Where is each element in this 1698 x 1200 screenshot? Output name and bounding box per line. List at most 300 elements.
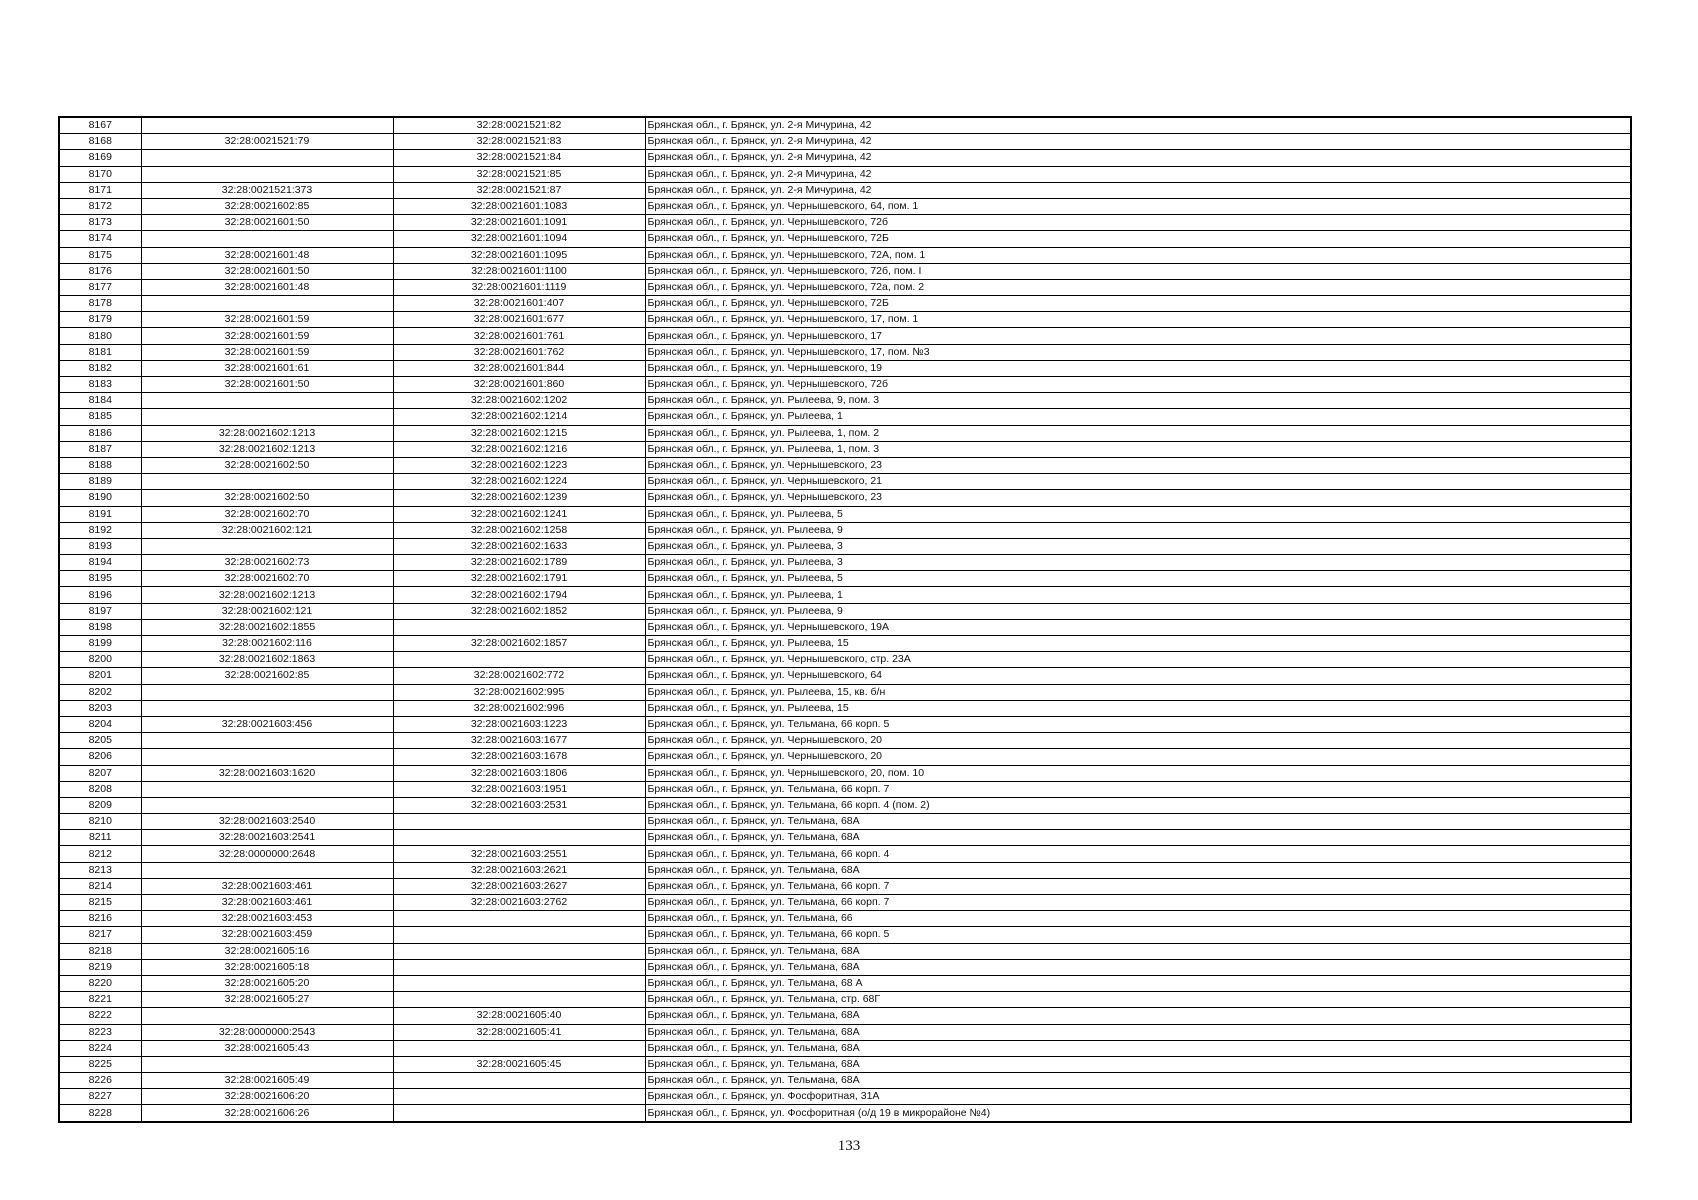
row-number-cell: 8218 xyxy=(59,943,141,959)
address-cell: Брянская обл., г. Брянск, ул. Рылеева, 15, кв. б/н xyxy=(645,684,1631,700)
address-cell: Брянская обл., г. Брянск, ул. Чернышевского, 72Б xyxy=(645,296,1631,312)
row-number-cell: 8175 xyxy=(59,247,141,263)
row-number-cell: 8167 xyxy=(59,117,141,134)
table-row xyxy=(59,555,1631,571)
cadastral-number-parcel-cell: 32:28:0021521:373 xyxy=(141,182,393,198)
table-row xyxy=(59,1105,1631,1122)
cadastral-number-parcel-cell: 32:28:0021605:20 xyxy=(141,975,393,991)
cadastral-number-parcel-cell: 32:28:0000000:2648 xyxy=(141,846,393,862)
row-number-cell: 8214 xyxy=(59,878,141,894)
row-number-cell: 8220 xyxy=(59,975,141,991)
table-row xyxy=(59,846,1631,862)
row-number-cell: 8215 xyxy=(59,895,141,911)
cadastral-number-object-cell: 32:28:0021602:1239 xyxy=(393,490,645,506)
row-number-cell: 8211 xyxy=(59,830,141,846)
cadastral-number-parcel-cell xyxy=(141,393,393,409)
cadastral-number-parcel-cell xyxy=(141,1008,393,1024)
row-number-cell: 8224 xyxy=(59,1040,141,1056)
cadastral-number-object-cell: 32:28:0021601:761 xyxy=(393,328,645,344)
row-number-cell: 8178 xyxy=(59,296,141,312)
cadastral-number-parcel-cell: 32:28:0021601:48 xyxy=(141,247,393,263)
cadastral-number-object-cell: 32:28:0021601:1094 xyxy=(393,231,645,247)
cadastral-number-parcel-cell: 32:28:0021602:85 xyxy=(141,668,393,684)
cadastral-number-parcel-cell: 32:28:0021601:59 xyxy=(141,312,393,328)
table-row xyxy=(59,814,1631,830)
cadastral-number-object-cell: 32:28:0021601:762 xyxy=(393,344,645,360)
row-number-cell: 8171 xyxy=(59,182,141,198)
table-row xyxy=(59,684,1631,700)
row-number-cell: 8228 xyxy=(59,1105,141,1122)
cadastral-number-parcel-cell: 32:28:0021606:26 xyxy=(141,1105,393,1122)
address-cell: Брянская обл., г. Брянск, ул. Тельмана, 68А xyxy=(645,830,1631,846)
row-number-cell: 8210 xyxy=(59,814,141,830)
cadastral-number-parcel-cell xyxy=(141,862,393,878)
row-number-cell: 8172 xyxy=(59,198,141,214)
cadastral-number-object-cell: 32:28:0021601:1100 xyxy=(393,263,645,279)
address-cell: Брянская обл., г. Брянск, ул. Чернышевского, 72а, пом. 2 xyxy=(645,279,1631,295)
cadastral-number-object-cell xyxy=(393,975,645,991)
row-number-cell: 8208 xyxy=(59,781,141,797)
row-number-cell: 8192 xyxy=(59,522,141,538)
cadastral-number-object-cell: 32:28:0021602:1794 xyxy=(393,587,645,603)
cadastral-number-object-cell xyxy=(393,1040,645,1056)
cadastral-number-parcel-cell: 32:28:0021601:61 xyxy=(141,360,393,376)
address-cell: Брянская обл., г. Брянск, ул. Тельмана, 68А xyxy=(645,1073,1631,1089)
row-number-cell: 8225 xyxy=(59,1056,141,1072)
table-row xyxy=(59,377,1631,393)
table-row xyxy=(59,360,1631,376)
cadastral-number-parcel-cell: 32:28:0021602:1213 xyxy=(141,425,393,441)
address-cell: Брянская обл., г. Брянск, ул. Тельмана, 66 корп. 7 xyxy=(645,878,1631,894)
table-row xyxy=(59,344,1631,360)
row-number-cell: 8185 xyxy=(59,409,141,425)
table-row xyxy=(59,927,1631,943)
page-number: 133 xyxy=(837,1138,861,1154)
cadastral-number-object-cell xyxy=(393,652,645,668)
address-cell: Брянская обл., г. Брянск, ул. Чернышевского, 20 xyxy=(645,749,1631,765)
row-number-cell: 8182 xyxy=(59,360,141,376)
table-row xyxy=(59,700,1631,716)
cadastral-number-parcel-cell xyxy=(141,749,393,765)
cadastral-number-object-cell: 32:28:0021601:1091 xyxy=(393,215,645,231)
cadastral-number-parcel-cell xyxy=(141,474,393,490)
table-row xyxy=(59,166,1631,182)
cadastral-number-object-cell: 32:28:0021603:2621 xyxy=(393,862,645,878)
cadastral-number-parcel-cell xyxy=(141,1056,393,1072)
cadastral-number-parcel-cell xyxy=(141,166,393,182)
table-row xyxy=(59,668,1631,684)
cadastral-number-parcel-cell: 32:28:0021602:50 xyxy=(141,490,393,506)
row-number-cell: 8204 xyxy=(59,716,141,732)
row-number-cell: 8170 xyxy=(59,166,141,182)
row-number-cell: 8183 xyxy=(59,377,141,393)
row-number-cell: 8206 xyxy=(59,749,141,765)
address-cell: Брянская обл., г. Брянск, ул. Чернышевского, 72А, пом. 1 xyxy=(645,247,1631,263)
cadastral-number-object-cell: 32:28:0021602:772 xyxy=(393,668,645,684)
address-cell: Брянская обл., г. Брянск, ул. Чернышевского, 72б, пом. I xyxy=(645,263,1631,279)
cadastral-number-object-cell xyxy=(393,1089,645,1105)
cadastral-number-parcel-cell xyxy=(141,409,393,425)
address-cell: Брянская обл., г. Брянск, ул. Чернышевского, 17, пом. №3 xyxy=(645,344,1631,360)
cadastral-number-object-cell: 32:28:0021601:1119 xyxy=(393,279,645,295)
address-cell: Брянская обл., г. Брянск, ул. 2-я Мичурина, 42 xyxy=(645,134,1631,150)
row-number-cell: 8207 xyxy=(59,765,141,781)
cadastral-number-object-cell: 32:28:0021602:1789 xyxy=(393,555,645,571)
row-number-cell: 8216 xyxy=(59,911,141,927)
cadastral-number-parcel-cell: 32:28:0021602:73 xyxy=(141,555,393,571)
cadastral-number-object-cell: 32:28:0021521:82 xyxy=(393,117,645,134)
cadastral-number-object-cell: 32:28:0021601:844 xyxy=(393,360,645,376)
cadastral-number-parcel-cell: 32:28:0021601:50 xyxy=(141,263,393,279)
cadastral-number-object-cell: 32:28:0021603:2531 xyxy=(393,797,645,813)
cadastral-number-object-cell: 32:28:0021602:1224 xyxy=(393,474,645,490)
cadastral-number-parcel-cell: 32:28:0021602:50 xyxy=(141,457,393,473)
cadastral-number-parcel-cell: 32:28:0021603:2540 xyxy=(141,814,393,830)
row-number-cell: 8213 xyxy=(59,862,141,878)
address-cell: Брянская обл., г. Брянск, ул. Тельмана, 66 корп. 5 xyxy=(645,716,1631,732)
cadastral-number-object-cell: 32:28:0021602:1791 xyxy=(393,571,645,587)
row-number-cell: 8176 xyxy=(59,263,141,279)
row-number-cell: 8173 xyxy=(59,215,141,231)
table-row xyxy=(59,1008,1631,1024)
cadastral-number-parcel-cell: 32:28:0021603:459 xyxy=(141,927,393,943)
cadastral-number-parcel-cell: 32:28:0021601:59 xyxy=(141,344,393,360)
cadastral-number-object-cell: 32:28:0021521:83 xyxy=(393,134,645,150)
row-number-cell: 8201 xyxy=(59,668,141,684)
cadastral-number-parcel-cell: 32:28:0021602:85 xyxy=(141,198,393,214)
cadastral-number-object-cell: 32:28:0021603:1677 xyxy=(393,733,645,749)
cadastral-number-parcel-cell: 32:28:0021605:43 xyxy=(141,1040,393,1056)
cadastral-number-parcel-cell: 32:28:0021601:59 xyxy=(141,328,393,344)
registry-table-body xyxy=(59,117,1631,1122)
table-row xyxy=(59,231,1631,247)
cadastral-number-parcel-cell: 32:28:0021605:16 xyxy=(141,943,393,959)
cadastral-number-object-cell: 32:28:0021605:45 xyxy=(393,1056,645,1072)
cadastral-number-object-cell: 32:28:0021603:1951 xyxy=(393,781,645,797)
address-cell: Брянская обл., г. Брянск, ул. Рылеева, 9 xyxy=(645,522,1631,538)
row-number-cell: 8223 xyxy=(59,1024,141,1040)
table-row xyxy=(59,1056,1631,1072)
table-row xyxy=(59,603,1631,619)
row-number-cell: 8197 xyxy=(59,603,141,619)
address-cell: Брянская обл., г. Брянск, ул. Чернышевского, 21 xyxy=(645,474,1631,490)
row-number-cell: 8227 xyxy=(59,1089,141,1105)
table-row xyxy=(59,911,1631,927)
cadastral-number-parcel-cell: 32:28:0021603:1620 xyxy=(141,765,393,781)
table-row xyxy=(59,393,1631,409)
table-row xyxy=(59,797,1631,813)
row-number-cell: 8189 xyxy=(59,474,141,490)
row-number-cell: 8181 xyxy=(59,344,141,360)
row-number-cell: 8196 xyxy=(59,587,141,603)
cadastral-number-object-cell: 32:28:0021603:1806 xyxy=(393,765,645,781)
table-row xyxy=(59,441,1631,457)
table-row xyxy=(59,895,1631,911)
row-number-cell: 8184 xyxy=(59,393,141,409)
row-number-cell: 8180 xyxy=(59,328,141,344)
table-row xyxy=(59,279,1631,295)
table-row xyxy=(59,652,1631,668)
table-row xyxy=(59,781,1631,797)
cadastral-number-parcel-cell xyxy=(141,117,393,134)
cadastral-number-parcel-cell: 32:28:0021605:18 xyxy=(141,959,393,975)
cadastral-number-object-cell xyxy=(393,959,645,975)
table-row xyxy=(59,425,1631,441)
cadastral-number-object-cell xyxy=(393,814,645,830)
cadastral-number-parcel-cell: 32:28:0021605:27 xyxy=(141,992,393,1008)
row-number-cell: 8221 xyxy=(59,992,141,1008)
row-number-cell: 8200 xyxy=(59,652,141,668)
cadastral-number-object-cell: 32:28:0021602:1214 xyxy=(393,409,645,425)
row-number-cell: 8205 xyxy=(59,733,141,749)
cadastral-number-parcel-cell xyxy=(141,781,393,797)
cadastral-number-object-cell xyxy=(393,1105,645,1122)
cadastral-number-parcel-cell: 32:28:0021602:1863 xyxy=(141,652,393,668)
row-number-cell: 8212 xyxy=(59,846,141,862)
table-row xyxy=(59,749,1631,765)
table-row xyxy=(59,975,1631,991)
cadastral-number-parcel-cell: 32:28:0021602:70 xyxy=(141,571,393,587)
cadastral-number-object-cell: 32:28:0021602:1241 xyxy=(393,506,645,522)
row-number-cell: 8222 xyxy=(59,1008,141,1024)
cadastral-number-object-cell: 32:28:0021601:1083 xyxy=(393,198,645,214)
row-number-cell: 8217 xyxy=(59,927,141,943)
address-cell: Брянская обл., г. Брянск, ул. Рылеева, 15 xyxy=(645,636,1631,652)
cadastral-number-parcel-cell xyxy=(141,150,393,166)
row-number-cell: 8187 xyxy=(59,441,141,457)
cadastral-number-parcel-cell: 32:28:0021602:121 xyxy=(141,522,393,538)
row-number-cell: 8226 xyxy=(59,1073,141,1089)
address-cell: Брянская обл., г. Брянск, ул. Тельмана, 68А xyxy=(645,959,1631,975)
row-number-cell: 8179 xyxy=(59,312,141,328)
table-row xyxy=(59,328,1631,344)
cadastral-number-object-cell: 32:28:0021601:860 xyxy=(393,377,645,393)
cadastral-number-object-cell: 32:28:0021521:84 xyxy=(393,150,645,166)
address-cell: Брянская обл., г. Брянск, ул. Рылеева, 3 xyxy=(645,555,1631,571)
address-cell: Брянская обл., г. Брянск, ул. Чернышевского, 64, пом. 1 xyxy=(645,198,1631,214)
cadastral-number-object-cell: 32:28:0021601:407 xyxy=(393,296,645,312)
address-cell: Брянская обл., г. Брянск, ул. Чернышевского, 72б xyxy=(645,377,1631,393)
table-row xyxy=(59,587,1631,603)
cadastral-number-object-cell: 32:28:0021602:1223 xyxy=(393,457,645,473)
cadastral-number-object-cell: 32:28:0021603:1678 xyxy=(393,749,645,765)
address-cell: Брянская обл., г. Брянск, ул. Тельмана, 68А xyxy=(645,943,1631,959)
table-row xyxy=(59,150,1631,166)
address-cell: Брянская обл., г. Брянск, ул. Тельмана, 66 корп. 4 (пом. 2) xyxy=(645,797,1631,813)
cadastral-number-parcel-cell: 32:28:0021602:1213 xyxy=(141,441,393,457)
table-row xyxy=(59,571,1631,587)
table-row xyxy=(59,182,1631,198)
address-cell: Брянская обл., г. Брянск, ул. 2-я Мичурина, 42 xyxy=(645,150,1631,166)
table-row xyxy=(59,474,1631,490)
address-cell: Брянская обл., г. Брянск, ул. Фосфоритная (о/д 19 в микрорайоне №4) xyxy=(645,1105,1631,1122)
address-cell: Брянская обл., г. Брянск, ул. Тельмана, стр. 68Г xyxy=(645,992,1631,1008)
address-cell: Брянская обл., г. Брянск, ул. Чернышевского, 17 xyxy=(645,328,1631,344)
cadastral-number-parcel-cell: 32:28:0021602:116 xyxy=(141,636,393,652)
cadastral-number-parcel-cell xyxy=(141,231,393,247)
address-cell: Брянская обл., г. Брянск, ул. Тельмана, 68А xyxy=(645,1040,1631,1056)
address-cell: Брянская обл., г. Брянск, ул. Рылеева, 1 xyxy=(645,409,1631,425)
cadastral-number-parcel-cell xyxy=(141,538,393,554)
row-number-cell: 8198 xyxy=(59,619,141,635)
address-cell: Брянская обл., г. Брянск, ул. Тельмана, 68А xyxy=(645,862,1631,878)
address-cell: Брянская обл., г. Брянск, ул. Фосфоритная, 31А xyxy=(645,1089,1631,1105)
cadastral-number-parcel-cell: 32:28:0021601:50 xyxy=(141,377,393,393)
address-cell: Брянская обл., г. Брянск, ул. Рылеева, 5 xyxy=(645,571,1631,587)
cadastral-number-parcel-cell: 32:28:0021605:49 xyxy=(141,1073,393,1089)
table-row xyxy=(59,215,1631,231)
address-cell: Брянская обл., г. Брянск, ул. Рылеева, 3 xyxy=(645,538,1631,554)
row-number-cell: 8194 xyxy=(59,555,141,571)
row-number-cell: 8169 xyxy=(59,150,141,166)
cadastral-number-object-cell: 32:28:0021602:1258 xyxy=(393,522,645,538)
cadastral-number-object-cell: 32:28:0021602:1857 xyxy=(393,636,645,652)
address-cell: Брянская обл., г. Брянск, ул. Чернышевского, 20 xyxy=(645,733,1631,749)
cadastral-number-object-cell: 32:28:0021521:87 xyxy=(393,182,645,198)
cadastral-number-parcel-cell: 32:28:0021521:79 xyxy=(141,134,393,150)
cadastral-number-object-cell xyxy=(393,992,645,1008)
cadastral-number-object-cell xyxy=(393,911,645,927)
row-number-cell: 8188 xyxy=(59,457,141,473)
table-row xyxy=(59,296,1631,312)
cadastral-number-object-cell: 32:28:0021602:1202 xyxy=(393,393,645,409)
address-cell: Брянская обл., г. Брянск, ул. Чернышевского, 72Б xyxy=(645,231,1631,247)
cadastral-number-parcel-cell xyxy=(141,797,393,813)
address-cell: Брянская обл., г. Брянск, ул. 2-я Мичурина, 42 xyxy=(645,166,1631,182)
cadastral-number-parcel-cell: 32:28:0021602:121 xyxy=(141,603,393,619)
row-number-cell: 8191 xyxy=(59,506,141,522)
cadastral-number-object-cell: 32:28:0021602:1852 xyxy=(393,603,645,619)
cadastral-number-object-cell xyxy=(393,619,645,635)
address-cell: Брянская обл., г. Брянск, ул. Тельмана, 66 корп. 7 xyxy=(645,895,1631,911)
cadastral-number-object-cell: 32:28:0021603:1223 xyxy=(393,716,645,732)
address-cell: Брянская обл., г. Брянск, ул. Рылеева, 5 xyxy=(645,506,1631,522)
table-row xyxy=(59,959,1631,975)
table-row xyxy=(59,765,1631,781)
row-number-cell: 8168 xyxy=(59,134,141,150)
row-number-cell: 8195 xyxy=(59,571,141,587)
table-row xyxy=(59,878,1631,894)
address-cell: Брянская обл., г. Брянск, ул. Чернышевского, 17, пом. 1 xyxy=(645,312,1631,328)
table-row xyxy=(59,247,1631,263)
cadastral-number-object-cell xyxy=(393,943,645,959)
cadastral-number-object-cell: 32:28:0021601:677 xyxy=(393,312,645,328)
table-row xyxy=(59,198,1631,214)
cadastral-number-parcel-cell xyxy=(141,684,393,700)
cadastral-number-object-cell: 32:28:0021602:1215 xyxy=(393,425,645,441)
cadastral-number-parcel-cell: 32:28:0000000:2543 xyxy=(141,1024,393,1040)
row-number-cell: 8219 xyxy=(59,959,141,975)
cadastral-number-parcel-cell xyxy=(141,700,393,716)
table-row xyxy=(59,733,1631,749)
address-cell: Брянская обл., г. Брянск, ул. Тельмана, 66 корп. 7 xyxy=(645,781,1631,797)
address-cell: Брянская обл., г. Брянск, ул. 2-я Мичурина, 42 xyxy=(645,117,1631,134)
table-row xyxy=(59,992,1631,1008)
table-row xyxy=(59,716,1631,732)
registry-table xyxy=(58,116,1632,1123)
cadastral-number-parcel-cell: 32:28:0021601:50 xyxy=(141,215,393,231)
row-number-cell: 8199 xyxy=(59,636,141,652)
row-number-cell: 8186 xyxy=(59,425,141,441)
cadastral-number-parcel-cell: 32:28:0021603:461 xyxy=(141,895,393,911)
cadastral-number-parcel-cell xyxy=(141,733,393,749)
address-cell: Брянская обл., г. Брянск, ул. Рылеева, 9, пом. 3 xyxy=(645,393,1631,409)
address-cell: Брянская обл., г. Брянск, ул. Рылеева, 1 xyxy=(645,587,1631,603)
table-row xyxy=(59,457,1631,473)
cadastral-number-parcel-cell: 32:28:0021606:20 xyxy=(141,1089,393,1105)
row-number-cell: 8177 xyxy=(59,279,141,295)
cadastral-number-object-cell: 32:28:0021601:1095 xyxy=(393,247,645,263)
cadastral-number-parcel-cell: 32:28:0021601:48 xyxy=(141,279,393,295)
address-cell: Брянская обл., г. Брянск, ул. Тельмана, 68 А xyxy=(645,975,1631,991)
cadastral-number-object-cell: 32:28:0021603:2551 xyxy=(393,846,645,862)
cadastral-number-object-cell: 32:28:0021602:996 xyxy=(393,700,645,716)
address-cell: Брянская обл., г. Брянск, ул. Чернышевского, стр. 23А xyxy=(645,652,1631,668)
address-cell: Брянская обл., г. Брянск, ул. Чернышевского, 72б xyxy=(645,215,1631,231)
cadastral-number-parcel-cell: 32:28:0021602:1855 xyxy=(141,619,393,635)
row-number-cell: 8202 xyxy=(59,684,141,700)
row-number-cell: 8203 xyxy=(59,700,141,716)
cadastral-number-parcel-cell: 32:28:0021603:461 xyxy=(141,878,393,894)
table-row xyxy=(59,1024,1631,1040)
cadastral-number-object-cell: 32:28:0021602:1216 xyxy=(393,441,645,457)
cadastral-number-object-cell: 32:28:0021521:85 xyxy=(393,166,645,182)
address-cell: Брянская обл., г. Брянск, ул. Чернышевского, 19А xyxy=(645,619,1631,635)
cadastral-number-parcel-cell: 32:28:0021603:456 xyxy=(141,716,393,732)
row-number-cell: 8209 xyxy=(59,797,141,813)
cadastral-number-object-cell: 32:28:0021603:2627 xyxy=(393,878,645,894)
address-cell: Брянская обл., г. Брянск, ул. Тельмана, 68А xyxy=(645,814,1631,830)
address-cell: Брянская обл., г. Брянск, ул. Рылеева, 15 xyxy=(645,700,1631,716)
row-number-cell: 8193 xyxy=(59,538,141,554)
cadastral-number-parcel-cell xyxy=(141,296,393,312)
table-row xyxy=(59,117,1631,134)
table-row xyxy=(59,636,1631,652)
row-number-cell: 8174 xyxy=(59,231,141,247)
cadastral-number-object-cell: 32:28:0021605:41 xyxy=(393,1024,645,1040)
address-cell: Брянская обл., г. Брянск, ул. Чернышевского, 23 xyxy=(645,457,1631,473)
cadastral-number-parcel-cell: 32:28:0021602:70 xyxy=(141,506,393,522)
table-row xyxy=(59,1040,1631,1056)
table-row xyxy=(59,619,1631,635)
table-row xyxy=(59,522,1631,538)
address-cell: Брянская обл., г. Брянск, ул. Чернышевского, 19 xyxy=(645,360,1631,376)
row-number-cell: 8190 xyxy=(59,490,141,506)
address-cell: Брянская обл., г. Брянск, ул. Тельмана, 68А xyxy=(645,1056,1631,1072)
cadastral-number-object-cell xyxy=(393,927,645,943)
cadastral-number-object-cell: 32:28:0021603:2762 xyxy=(393,895,645,911)
table-row xyxy=(59,312,1631,328)
cadastral-number-object-cell xyxy=(393,1073,645,1089)
table-row xyxy=(59,1073,1631,1089)
cadastral-number-object-cell: 32:28:0021605:40 xyxy=(393,1008,645,1024)
table-row xyxy=(59,409,1631,425)
address-cell: Брянская обл., г. Брянск, ул. Тельмана, 66 xyxy=(645,911,1631,927)
address-cell: Брянская обл., г. Брянск, ул. Тельмана, 66 корп. 5 xyxy=(645,927,1631,943)
address-cell: Брянская обл., г. Брянск, ул. Рылеева, 1, пом. 2 xyxy=(645,425,1631,441)
table-row xyxy=(59,1089,1631,1105)
address-cell: Брянская обл., г. Брянск, ул. Чернышевского, 23 xyxy=(645,490,1631,506)
table-row xyxy=(59,490,1631,506)
cadastral-number-object-cell xyxy=(393,830,645,846)
table-row xyxy=(59,862,1631,878)
table-row xyxy=(59,506,1631,522)
address-cell: Брянская обл., г. Брянск, ул. Чернышевского, 64 xyxy=(645,668,1631,684)
address-cell: Брянская обл., г. Брянск, ул. Рылеева, 1, пом. 3 xyxy=(645,441,1631,457)
cadastral-number-object-cell: 32:28:0021602:995 xyxy=(393,684,645,700)
address-cell: Брянская обл., г. Брянск, ул. Чернышевского, 20, пом. 10 xyxy=(645,765,1631,781)
address-cell: Брянская обл., г. Брянск, ул. Тельмана, 68А xyxy=(645,1008,1631,1024)
